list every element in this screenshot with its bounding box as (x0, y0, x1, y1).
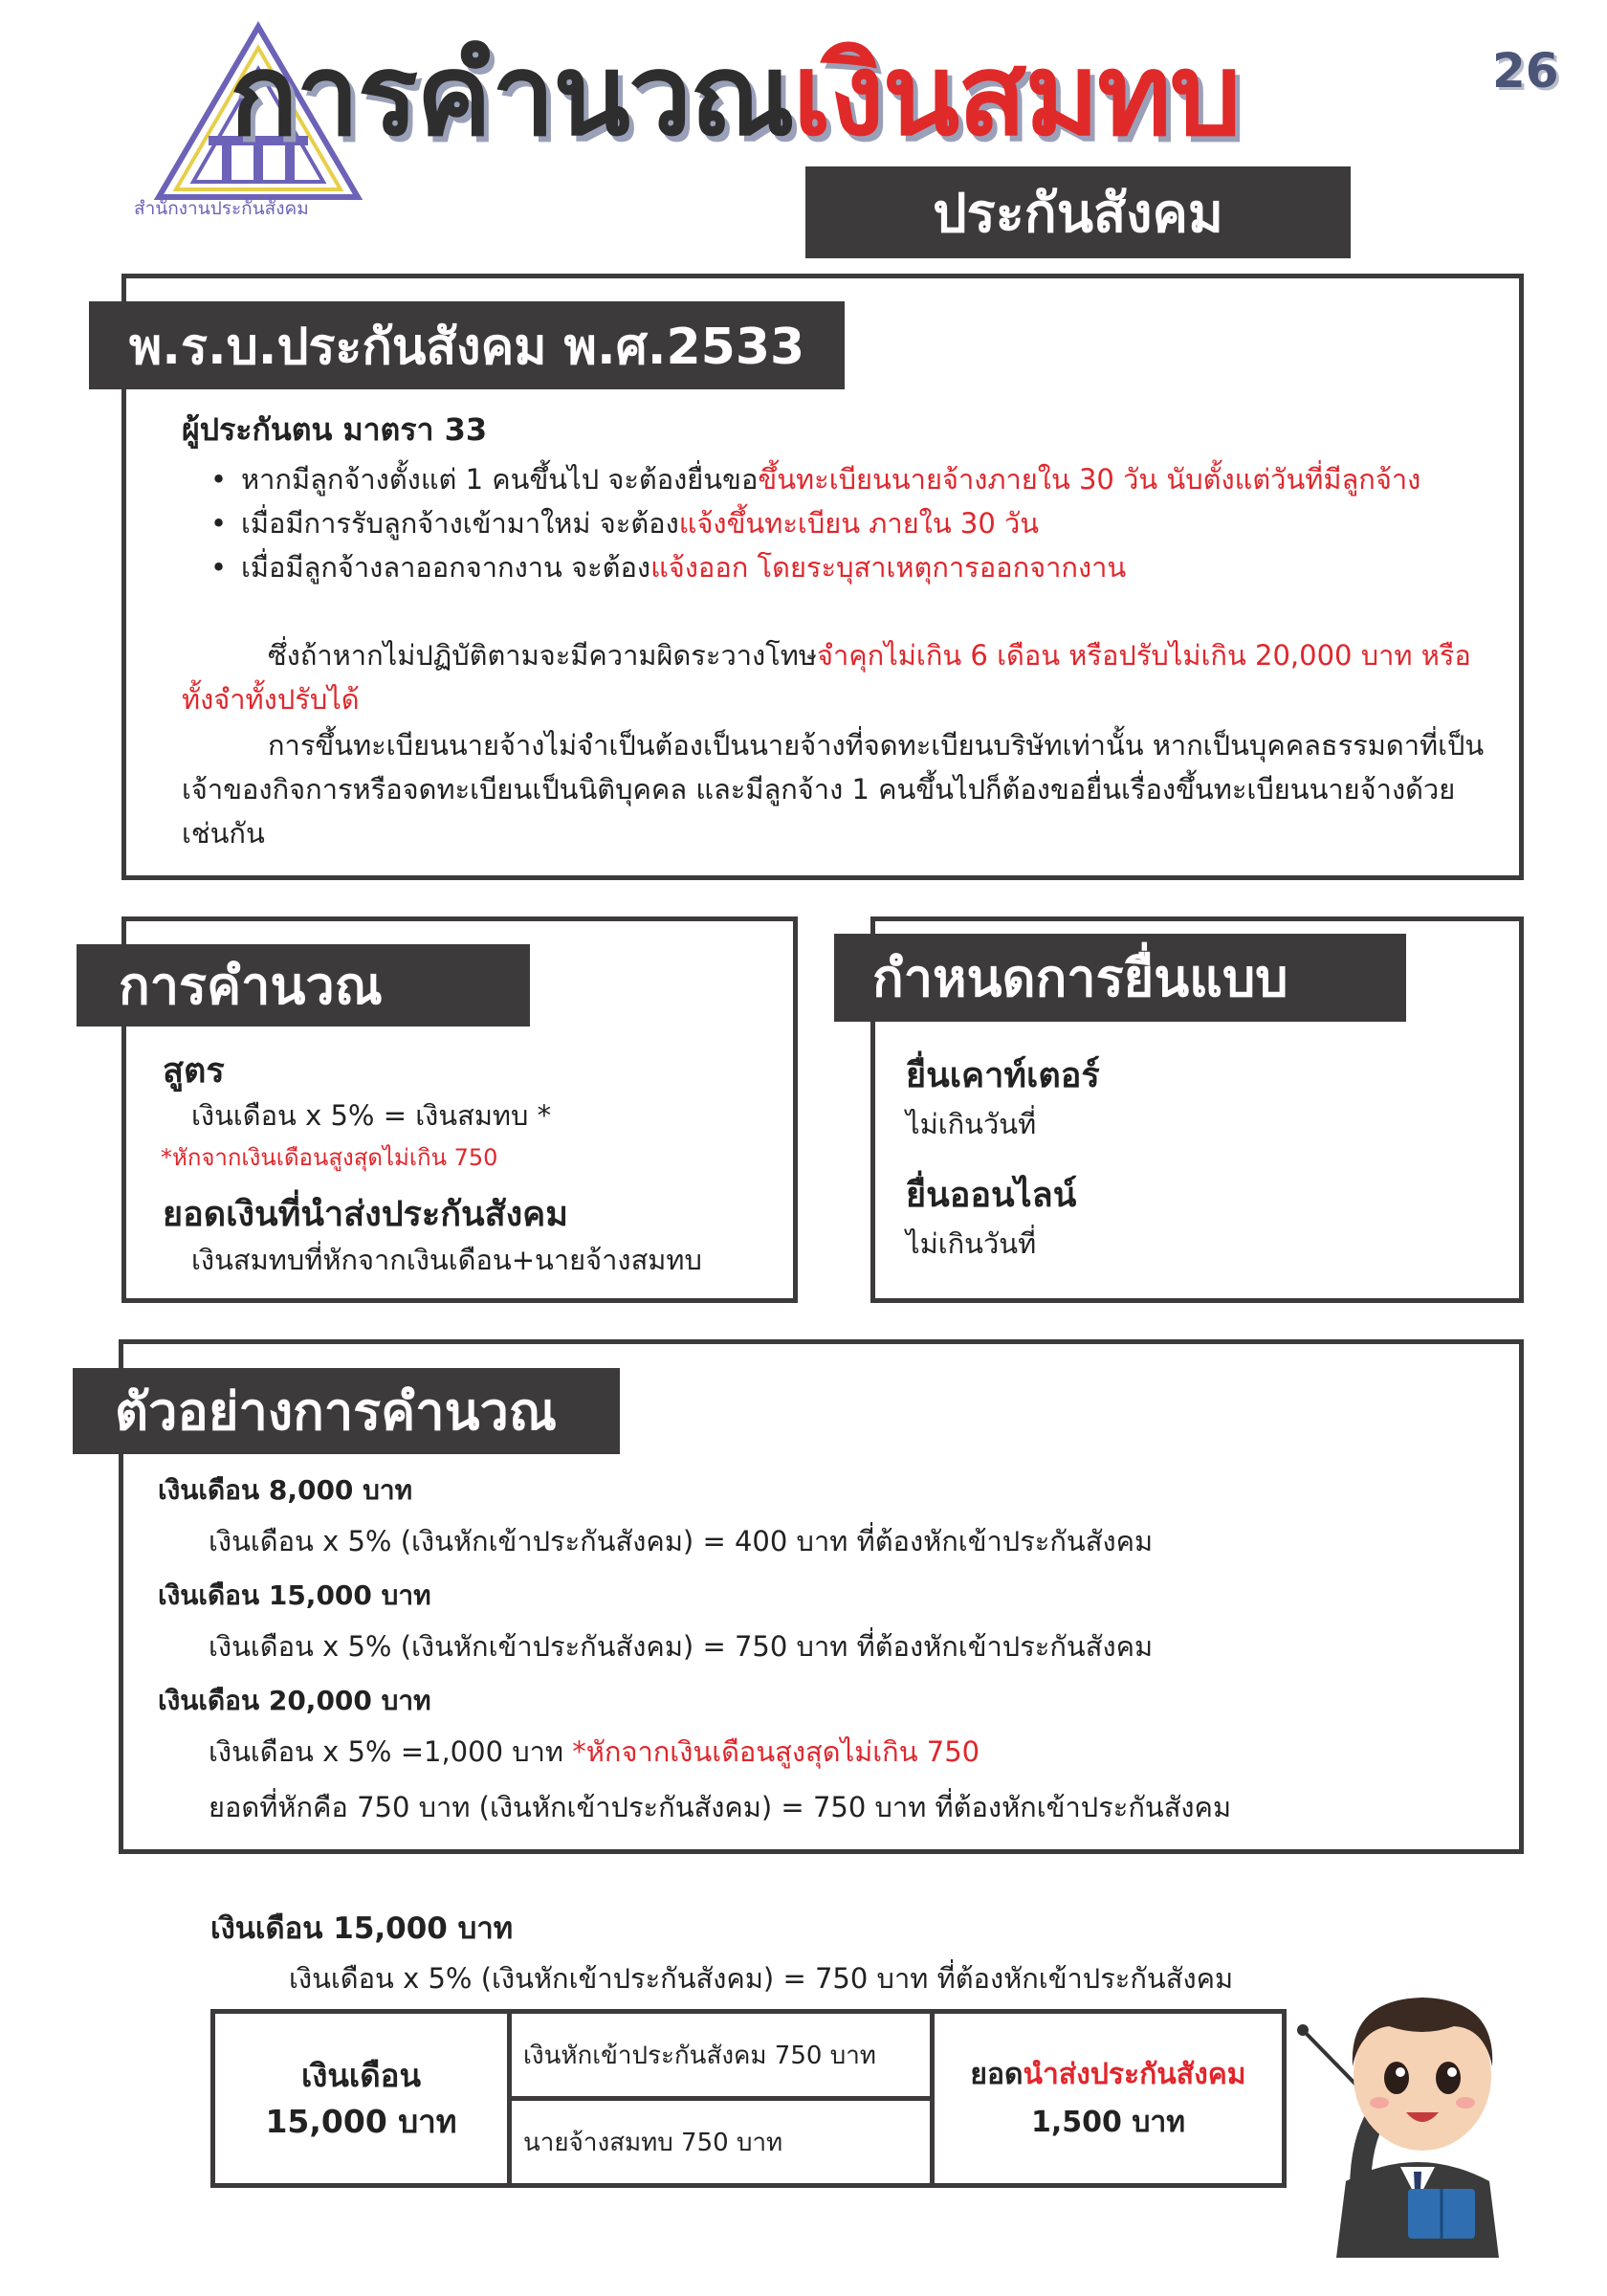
example-2-title: เงินเดือน 15,000 บาท (158, 1579, 431, 1611)
deadline-section-banner: กำหนดการยื่นแบบ (834, 934, 1406, 1022)
title-part-2: เงินสมทบ (792, 29, 1240, 161)
logo-caption: สำนักงานประกันสังคม (134, 198, 309, 219)
example-3-line-2: ยอดที่หักคือ 750 บาท (เงินหักเข้าประกันสังคม) = 750 บาท ที่ต้องหักเข้าประกันสังคม (209, 1791, 1232, 1823)
list-item: • เมื่อมีลูกจ้างลาออกจากงาน จะต้องแจ้งออก โดยระบุสาเหตุการออกจากงาน (210, 545, 1420, 589)
salary-value: 15,000 บาท (265, 2102, 457, 2140)
penalty-paragraph: ซึ่งถ้าหากไม่ปฏิบัติตามจะมีความผิดระวางโทษจำคุกไม่เกิน 6 เดือน หรือปรับไม่เกิน 20,000 บาท หรือทั้งจำทั้งปรับได้ (182, 639, 1471, 716)
title-part-1: การคำนวณ (230, 29, 793, 161)
insured-section-33-heading: ผู้ประกันตน มาตรา 33 (182, 411, 488, 448)
employer-registration-paragraph: การขึ้นทะเบียนนายจ้างไม่จำเป็นต้องเป็นนายจ้างที่จดทะเบียนบริษัทเท่านั้น หากเป็นบุคคลธรรมดาที่เป็นเจ้าของกิจการหรือจดทะเบียนเป็นนิติบุคคล และมีลูกจ้าง 1 คนขึ้นไปก็ต้องขอยื่นเรื่องขึ้นทะเบียนนายจ้างด้วยเช่นกัน (182, 729, 1485, 850)
calc-section-banner: การคำนวณ (77, 944, 530, 1027)
total-value: 1,500 บาท (1030, 2105, 1185, 2139)
formula-text: เงินเดือน x 5% = เงินสมทบ * (191, 1099, 552, 1132)
salary-label: เงินเดือน (300, 2056, 422, 2094)
total-label: ยอดนำส่งประกันสังคม (970, 2057, 1246, 2091)
total-remit-title: ยอดเงินที่นำส่งประกันสังคม (163, 1195, 568, 1234)
online-filing-deadline: ไม่เกินวันที่ (906, 1227, 1037, 1260)
page-number: 26 (1492, 43, 1559, 99)
example-3-title: เงินเดือน 20,000 บาท (158, 1685, 431, 1716)
counter-filing-title: ยื่นเคาท์เตอร์ (906, 1056, 1100, 1095)
registration-rules-list (210, 457, 1420, 589)
employer-contribution-cell: นายจ้างสมทบ 750 บาท (510, 2099, 933, 2186)
teacher-mascot-icon (1293, 1971, 1542, 2267)
summary-title: เงินเดือน 15,000 บาท (210, 1911, 514, 1946)
formula-note: *หักจากเงินเดือนสูงสุดไม่เกิน 750 (161, 1144, 498, 1171)
employee-deduction-cell: เงินหักเข้าประกันสังคม 750 บาท (510, 2012, 933, 2099)
example-1-line: เงินเดือน x 5% (เงินหักเข้าประกันสังคม) = 400 บาท ที่ต้องหักเข้าประกันสังคม (209, 1525, 1154, 1557)
counter-filing-deadline: ไม่เกินวันที่ (906, 1108, 1037, 1140)
summary-line: เงินเดือน x 5% (เงินหักเข้าประกันสังคม) = 750 บาท ที่ต้องหักเข้าประกันสังคม (289, 1962, 1234, 1995)
example-2-line: เงินเดือน x 5% (เงินหักเข้าประกันสังคม) = 750 บาท ที่ต้องหักเข้าประกันสังคม (209, 1630, 1154, 1663)
page-title (230, 29, 1240, 161)
example-1-title: เงินเดือน 8,000 บาท (158, 1474, 413, 1506)
summary-table (210, 2009, 1287, 2188)
online-filing-title: ยื่นออนไลน์ (906, 1176, 1077, 1215)
act-section-banner: พ.ร.บ.ประกันสังคม พ.ศ.2533 (89, 301, 845, 389)
salary-cell (213, 2012, 510, 2186)
subtitle-banner: ประกันสังคม (805, 166, 1351, 258)
example-3-line-1: เงินเดือน x 5% =1,000 บาท *หักจากเงินเดือนสูงสุดไม่เกิน 750 (209, 1735, 980, 1768)
total-remit-text: เงินสมทบที่หักจากเงินเดือน+นายจ้างสมทบ (191, 1244, 702, 1276)
formula-title: สูตร (163, 1051, 225, 1091)
list-item: • เมื่อมีการรับลูกจ้างเข้ามาใหม่ จะต้องแจ้งขึ้นทะเบียน ภายใน 30 วัน (210, 501, 1420, 545)
list-item: • หากมีลูกจ้างตั้งแต่ 1 คนขึ้นไป จะต้องยื่นขอขึ้นทะเบียนนายจ้างภายใน 30 วัน นับตั้งแต่วันที่มีลูกจ้าง (210, 457, 1420, 501)
examples-section-banner: ตัวอย่างการคำนวณ (73, 1368, 620, 1454)
total-remit-cell (933, 2012, 1285, 2186)
